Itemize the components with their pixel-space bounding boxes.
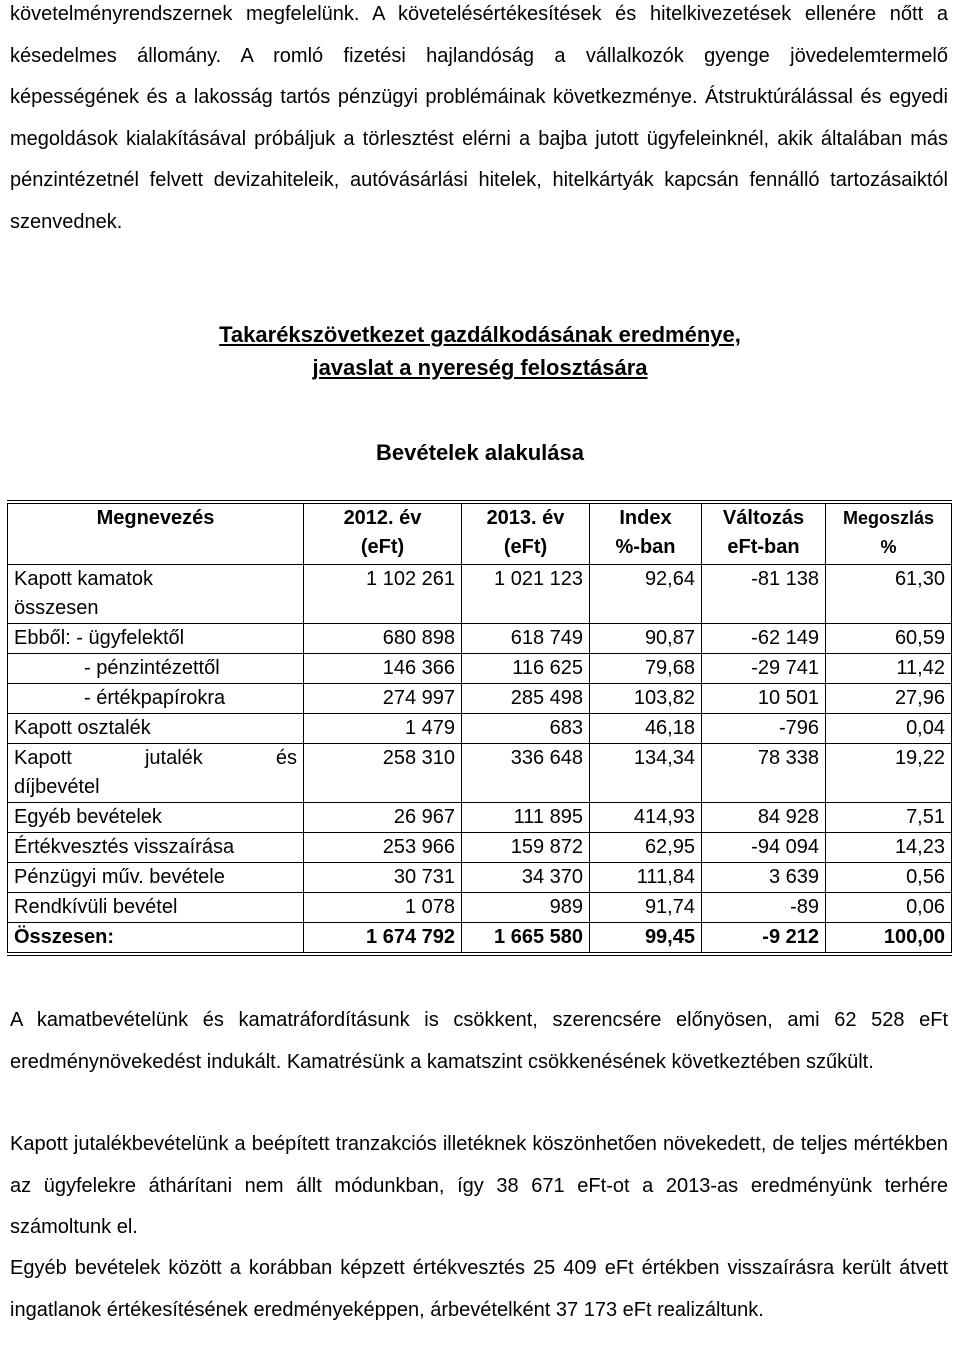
- cell-change: 3 639: [702, 863, 826, 893]
- table-total-row: [8, 923, 952, 955]
- row-name: Rendkívüli bevétel: [8, 893, 304, 923]
- cell-share: 60,59: [826, 624, 952, 654]
- row-name: Egyéb bevételek: [8, 803, 304, 833]
- cell-change: 10 501: [702, 684, 826, 714]
- table-row: [8, 744, 952, 803]
- cell-index: 111,84: [590, 863, 702, 893]
- paragraph-commission: Kapott jutalékbevételünk a beépített tranzakciós illetéknek köszönhetően növekedett, de teljes mértékben az ügyfelekre áthárítani nem állt módunkban, így 38 671 eFt-ot a 2013-as eredményünk terhére számoltunk el.: [10, 1133, 948, 1238]
- section-title-line2: javaslat a nyereség felosztására: [312, 355, 648, 380]
- table-row: [8, 684, 952, 714]
- cell-index: 103,82: [590, 684, 702, 714]
- table-row: [8, 624, 952, 654]
- cell-2012: 258 310: [304, 744, 462, 803]
- table-title: Bevételek alakulása: [376, 440, 584, 465]
- cell-2013: 1 021 123: [462, 565, 590, 624]
- header-share: Megoszlás %: [826, 502, 952, 565]
- cell-change: -796: [702, 714, 826, 744]
- table-row: [8, 863, 952, 893]
- cell-index: 79,68: [590, 654, 702, 684]
- table-row: [8, 714, 952, 744]
- row-name: Összesen:: [8, 923, 304, 955]
- row-name: Értékvesztés visszaírása: [8, 833, 304, 863]
- income-table: [7, 500, 952, 956]
- cell-2013: 618 749: [462, 624, 590, 654]
- cell-2013: 116 625: [462, 654, 590, 684]
- cell-index: 91,74: [590, 893, 702, 923]
- table-row: [8, 654, 952, 684]
- header-index: Index %-ban: [590, 502, 702, 565]
- cell-change: -94 094: [702, 833, 826, 863]
- header-change: Változás eFt-ban: [702, 502, 826, 565]
- cell-change: 84 928: [702, 803, 826, 833]
- table-row: [8, 565, 952, 624]
- cell-share: 27,96: [826, 684, 952, 714]
- cell-2012: 1 078: [304, 893, 462, 923]
- intro-paragraph: követelményrendszernek megfelelünk. A követelésértékesítések és hitelkivezetések ellenére nőtt a késedelmes állomány. A romló fizetési hajlandóság a vállalkozók gyenge jövedelemtermelő képességének és a lakosság tartós pénzügyi problémáinak következménye. Átstruktúrálással és egyedi megoldások kialakításával próbáljuk a törlesztést elérni a bajba jutott ügyfeleinknél, akik általában más pénzintézetnél felvett devizahiteleik, autóvásárlási hitelek, hitelkártyák kapcsán fennálló tartozásaiktól szenvednek.: [10, 3, 948, 233]
- cell-2013: 34 370: [462, 863, 590, 893]
- cell-index: 46,18: [590, 714, 702, 744]
- cell-2013: 989: [462, 893, 590, 923]
- cell-2012: 26 967: [304, 803, 462, 833]
- cell-2012: 30 731: [304, 863, 462, 893]
- row-name: - értékpapírokra: [8, 684, 304, 714]
- section-title-line1: Takarékszövetkezet gazdálkodásának eredménye,: [219, 322, 741, 347]
- cell-2013: 683: [462, 714, 590, 744]
- cell-2012: 1 102 261: [304, 565, 462, 624]
- cell-index: 62,95: [590, 833, 702, 863]
- cell-2012: 146 366: [304, 654, 462, 684]
- cell-change: 78 338: [702, 744, 826, 803]
- cell-change: -89: [702, 893, 826, 923]
- cell-change: -81 138: [702, 565, 826, 624]
- cell-share: 7,51: [826, 803, 952, 833]
- cell-2013: 159 872: [462, 833, 590, 863]
- row-name: Pénzügyi műv. bevétele: [8, 863, 304, 893]
- row-name: - pénzintézettől: [8, 654, 304, 684]
- cell-change: -9 212: [702, 923, 826, 955]
- cell-2012: 253 966: [304, 833, 462, 863]
- row-name: Kapott kamatok összesen: [8, 565, 304, 624]
- paragraph-interest: A kamatbevételünk és kamatráfordításunk is csökkent, szerencsére előnyösen, ami 62 528 eFt eredménynövekedést indukált. Kamatrésünk a kamatszint csökkenésének következtében szűkült.: [10, 1009, 948, 1073]
- cell-index: 414,93: [590, 803, 702, 833]
- row-name: Kapott osztalék: [8, 714, 304, 744]
- cell-share: 100,00: [826, 923, 952, 955]
- cell-index: 90,87: [590, 624, 702, 654]
- table-header-row: [8, 502, 952, 565]
- cell-2013: 1 665 580: [462, 923, 590, 955]
- cell-2012: 680 898: [304, 624, 462, 654]
- cell-index: 92,64: [590, 565, 702, 624]
- cell-share: 61,30: [826, 565, 952, 624]
- cell-share: 11,42: [826, 654, 952, 684]
- row-name: Kapott jutalék és díjbevétel: [8, 744, 304, 803]
- cell-share: 0,56: [826, 863, 952, 893]
- row-name: Ebből: - ügyfelektől: [8, 624, 304, 654]
- cell-change: -62 149: [702, 624, 826, 654]
- header-2013: 2013. év (eFt): [462, 502, 590, 565]
- cell-share: 19,22: [826, 744, 952, 803]
- cell-2012: 1 479: [304, 714, 462, 744]
- cell-index: 99,45: [590, 923, 702, 955]
- cell-share: 0,04: [826, 714, 952, 744]
- cell-2012: 274 997: [304, 684, 462, 714]
- header-name: Megnevezés: [8, 502, 304, 565]
- cell-share: 0,06: [826, 893, 952, 923]
- cell-2013: 285 498: [462, 684, 590, 714]
- cell-share: 14,23: [826, 833, 952, 863]
- header-2012: 2012. év (eFt): [304, 502, 462, 565]
- cell-index: 134,34: [590, 744, 702, 803]
- cell-2013: 336 648: [462, 744, 590, 803]
- cell-2012: 1 674 792: [304, 923, 462, 955]
- cell-2013: 111 895: [462, 803, 590, 833]
- paragraph-other-income: Egyéb bevételek között a korábban képzett értékvesztés 25 409 eFt értékben visszaírásra került átvett ingatlanok értékesítésének eredményeképpen, árbevételként 37 173 eFt realizáltunk.: [10, 1257, 948, 1321]
- table-row: [8, 803, 952, 833]
- table-row: [8, 833, 952, 863]
- section-title: [0, 318, 960, 384]
- cell-change: -29 741: [702, 654, 826, 684]
- table-row: [8, 893, 952, 923]
